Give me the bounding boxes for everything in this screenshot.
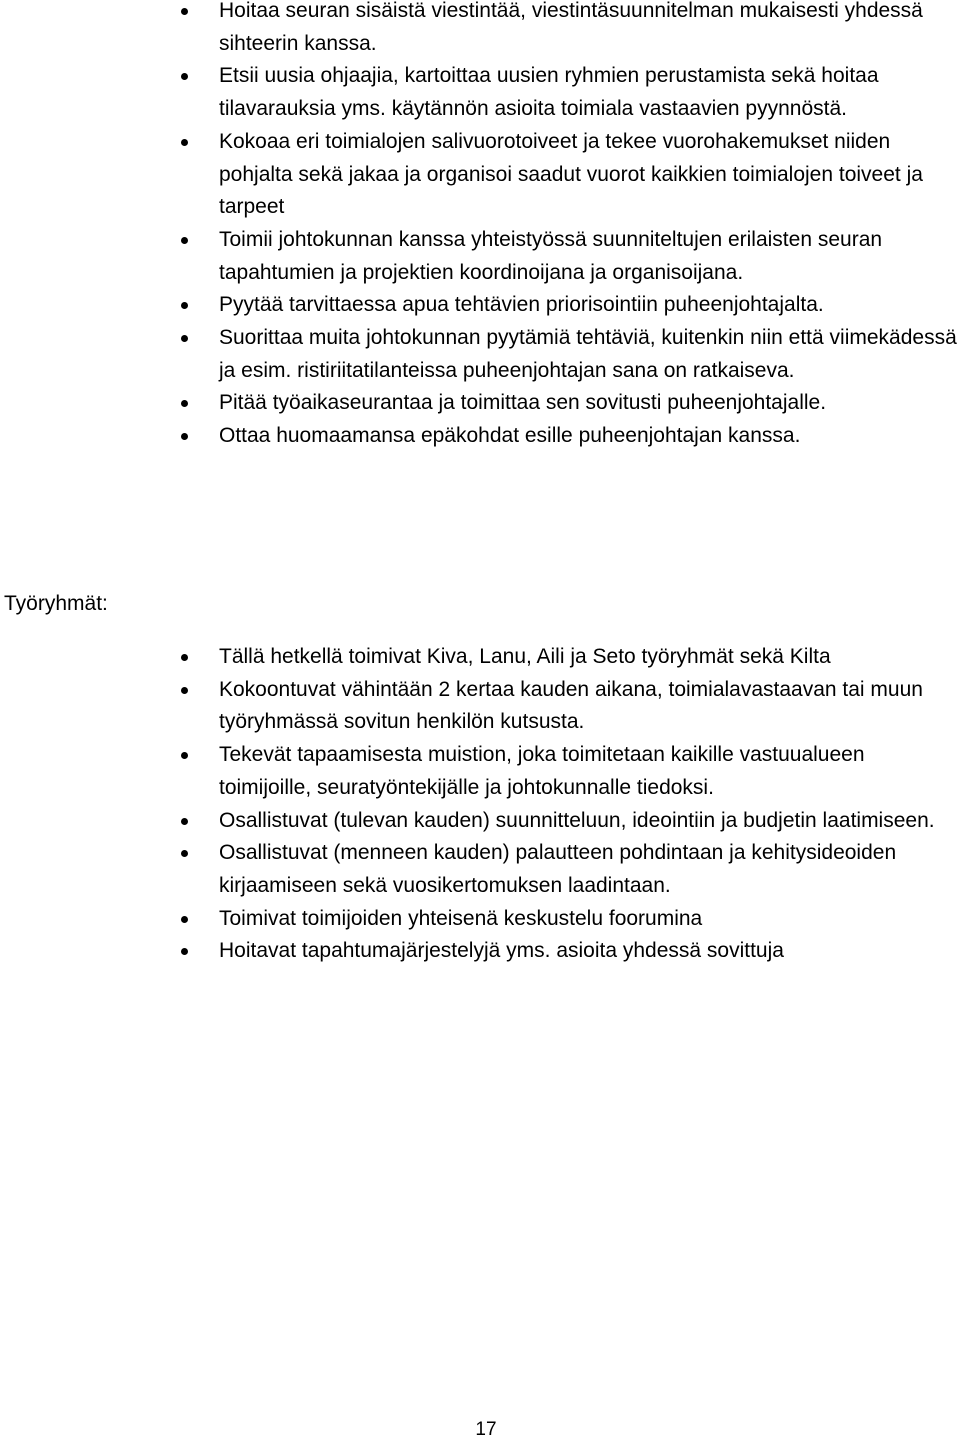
bullet-icon [181, 8, 188, 15]
duties-bullet-list [0, 0, 960, 453]
bullet-icon [181, 752, 188, 759]
list-item-text: Hoitaa seuran sisäistä viestintää, viestintäsuunnitelman mukaisesti yhdessä sihteerin kanssa. [219, 0, 923, 55]
list-item-text: Suorittaa muita johtokunnan pyytämiä tehtäviä, kuitenkin niin että viimekädessä ja esim. ristiriitatilanteissa puheenjohtajan sana on ratkaiseva. [219, 326, 957, 382]
list-item-text: Tekevät tapaamisesta muistion, joka toimitetaan kaikille vastuualueen toimijoille, seuratyöntekijälle ja johtokunnalle tiedoksi. [219, 743, 865, 799]
list-item [0, 641, 960, 674]
list-item [0, 903, 960, 936]
list-item-text: Hoitavat tapahtumajärjestelyjä yms. asioita yhdessä sovittuja [219, 939, 784, 963]
list-item-text: Tällä hetkellä toimivat Kiva, Lanu, Aili ja Seto työryhmät sekä Kilta [219, 645, 831, 668]
page-number: 17 [475, 1419, 497, 1440]
bullet-icon [181, 73, 188, 80]
list-item-text: Etsii uusia ohjaajia, kartoittaa uusien ryhmien perustamista sekä hoitaa tilavarauksia yms. käytännön asioita toimiala vastaavien pyynnöstä. [219, 64, 879, 121]
section-heading: Työryhmät: [4, 592, 108, 615]
bullet-icon [181, 948, 188, 955]
bullet-icon [181, 818, 188, 825]
list-item-text: Osallistuvat (tulevan kauden) suunnitteluun, ideointiin ja budjetin laatimiseen. [219, 808, 935, 832]
list-item [0, 837, 960, 902]
list-item-text: Toimivat toimijoiden yhteisenä keskustelu foorumina [219, 906, 703, 930]
list-item-text: Kokoaa eri toimialojen salivuorotoiveet ja tekee vuorohakemukset niiden pohjalta sekä jakaa ja organisoi saadut vuorot kaikkien toimialojen toiveet ja tarpeet [219, 129, 923, 219]
list-item [0, 322, 960, 387]
list-item-text: Osallistuvat (menneen kauden) palautteen pohdintaan ja kehitysideoiden kirjaamiseen sekä vuosikertomuksen laadintaan. [219, 841, 897, 897]
bullet-icon [181, 139, 188, 146]
list-item [0, 0, 960, 60]
list-item [0, 126, 960, 224]
list-item [0, 420, 960, 453]
list-item-text: Kokoontuvat vähintään 2 kertaa kauden aikana, toimialavastaavan tai muun työryhmässä sovitun henkilön kutsusta. [219, 677, 923, 734]
list-item [0, 60, 960, 125]
list-item [0, 289, 960, 322]
list-item [0, 224, 960, 289]
bullet-icon [181, 654, 188, 661]
list-item [0, 387, 960, 420]
list-item-text: Ottaa huomaamansa epäkohdat esille puheenjohtajan kanssa. [219, 424, 801, 448]
working-groups-bullet-list [0, 641, 960, 968]
bullet-icon [181, 687, 188, 694]
list-item [0, 805, 960, 838]
list-item [0, 935, 960, 968]
list-item [0, 739, 960, 804]
list-item-text: Pitää työaikaseurantaa ja toimittaa sen sovitusti puheenjohtajalle. [219, 391, 827, 415]
bullet-icon [181, 237, 188, 244]
bullet-icon [181, 335, 188, 342]
bullet-icon [181, 302, 188, 309]
bullet-icon [181, 433, 188, 440]
bullet-icon [181, 916, 188, 923]
bullet-icon [181, 850, 188, 857]
list-item-text: Toimii johtokunnan kanssa yhteistyössä suunniteltujen erilaisten seuran tapahtumien ja projektien koordinoijana ja organisoijana. [219, 227, 883, 284]
bullet-icon [181, 400, 188, 407]
list-item-text: Pyytää tarvittaessa apua tehtävien priorisointiin puheenjohtajalta. [219, 293, 824, 317]
list-item [0, 674, 960, 739]
